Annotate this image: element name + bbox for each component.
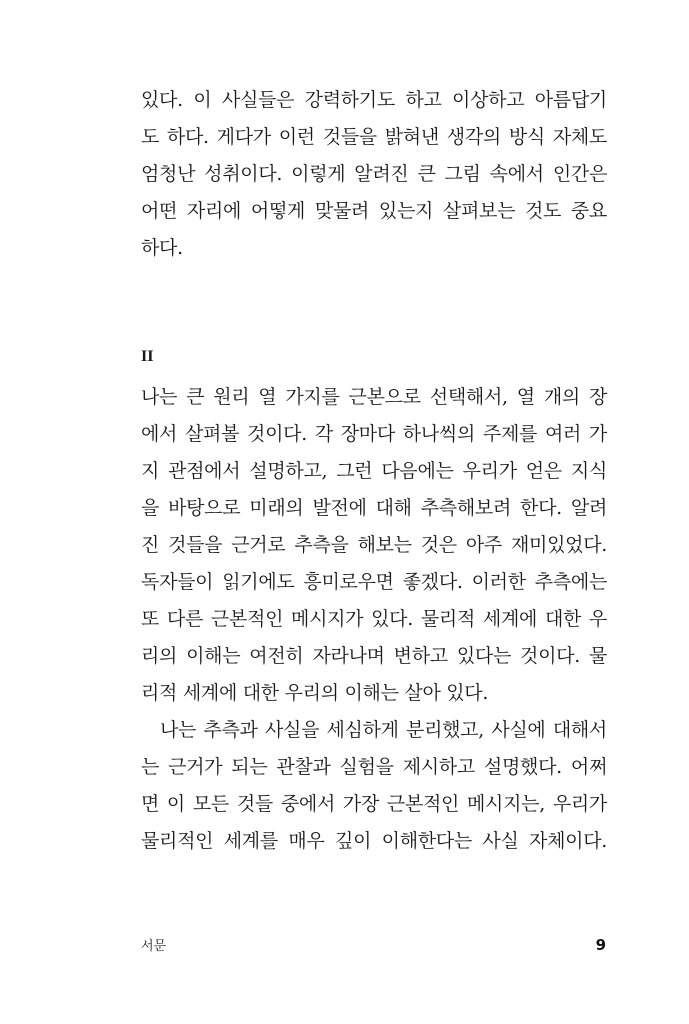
text-line: 엄청난 성취이다. 이렇게 알려진 큰 그림 속에서 인간은: [141, 163, 607, 185]
text-line: 는 근거가 되는 관찰과 실험을 제시하고 설명했다. 어쩌: [141, 756, 607, 778]
text-line: 리의 이해는 여전히 자라나며 변하고 있다는 것이다. 물: [141, 645, 607, 667]
paragraph-1: [141, 379, 607, 712]
running-title: 서문: [141, 939, 167, 954]
section-body: [141, 379, 607, 860]
intro-paragraph: [141, 82, 607, 267]
text-line: 에서 살펴볼 것이다. 각 장마다 하나씩의 주제를 여러 가: [141, 423, 607, 445]
text-line: 지 관점에서 설명하고, 그런 다음에는 우리가 얻은 지식: [141, 460, 607, 482]
text-line: 나는 큰 원리 열 가지를 근본으로 선택해서, 열 개의 장: [141, 386, 607, 408]
text-line: 면 이 모든 것들 중에서 가장 근본적인 메시지는, 우리가: [141, 793, 607, 815]
text-line: 하다.: [141, 237, 183, 259]
text-line: 도 하다. 게다가 이런 것들을 밝혀낸 생각의 방식 자체도: [141, 126, 607, 148]
text-line: 을 바탕으로 미래의 발전에 대해 추측해보려 한다. 알려: [141, 497, 607, 519]
text-line: 리적 세계에 대한 우리의 이해는 살아 있다.: [141, 682, 489, 704]
paragraph-2: [141, 712, 607, 860]
text-line: 나는 추측과 사실을 세심하게 분리했고, 사실에 대해서: [160, 719, 607, 741]
body-text: [141, 82, 607, 267]
text-line: 있다. 이 사실들은 강력하기도 하고 이상하고 아름답기: [141, 89, 607, 111]
text-line: 또 다른 근본적인 메시지가 있다. 물리적 세계에 대한 우: [141, 608, 607, 630]
text-line: 진 것들을 근거로 추측을 해보는 것은 아주 재미있었다.: [141, 534, 607, 556]
page-footer: [141, 935, 606, 954]
section-heading: II: [141, 348, 154, 365]
text-line: 독자들이 읽기에도 흥미로우면 좋겠다. 이러한 추측에는: [141, 571, 607, 593]
text-line: 어떤 자리에 어떻게 맞물려 있는지 살펴보는 것도 중요: [141, 200, 607, 222]
text-line: 물리적인 세계를 매우 깊이 이해한다는 사실 자체이다.: [141, 830, 607, 852]
page-number: 9: [595, 935, 606, 954]
